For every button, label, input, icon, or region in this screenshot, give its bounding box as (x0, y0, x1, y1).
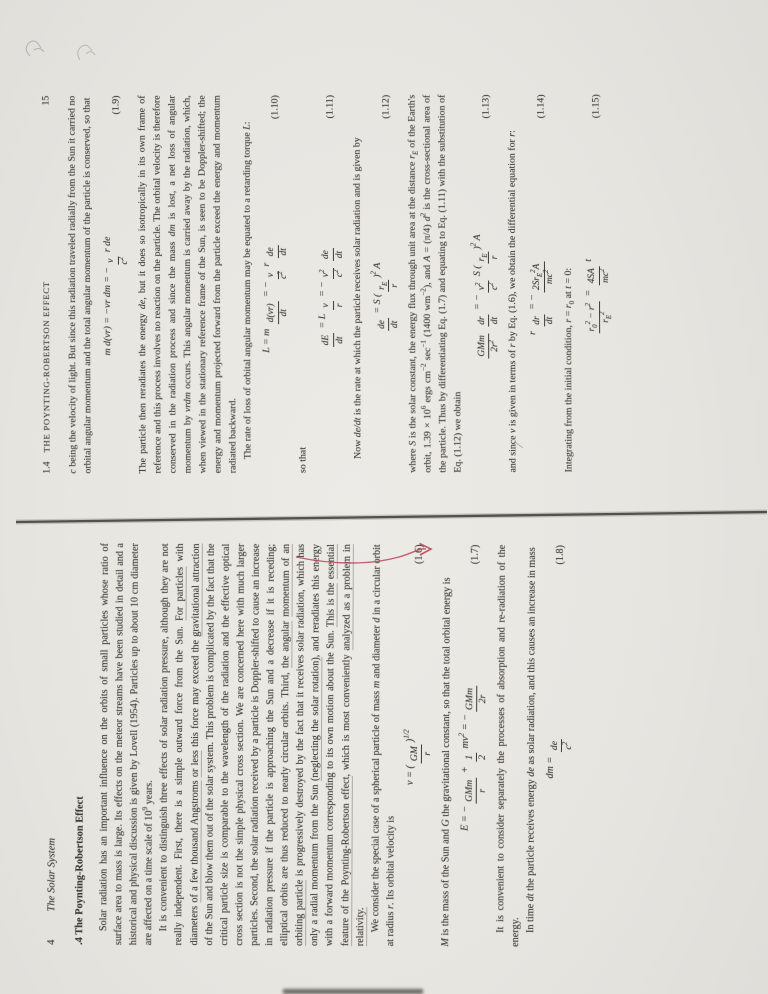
equation-body: v = ( GM r )$^{1/2}$ (401, 729, 434, 786)
right-page-number: 15 (40, 95, 52, 106)
pencil-scribble (78, 45, 95, 60)
equation-body: m d(vr) = −vr dm = − v $c^2$ r de (101, 236, 130, 356)
equation-number: (1.13) (480, 94, 492, 119)
paragraph: so that (297, 446, 309, 474)
gutter-line (16, 512, 767, 522)
paragraph: The particle then reradiates the energy de, but it does so isotropically in its own frame of reference and this process involves no reaction on the particle. The orbital velocity is therefore conserved in the radiation process and since the mass dm is lost, a net loss of angular momentum by vrdm occurs. This angular momentum is carried away by the radiation, which, when viewed in the stationary reference frame of the Sun, is seen to be Doppler-shifted; the energy and momentum projected forward from the particle exceed the energy and momentum radiated backward. (136, 95, 239, 474)
paragraph: In time dt the particle receives energy de as solar radiation, and this causes an increase in mass (525, 547, 539, 933)
paragraph: Integrating from the initial condition, $r = r_0$ at t = 0: (562, 267, 576, 473)
paragraph: We consider the special case of a spherical particle of mass m and diameter d in a circular orbit at radius r. Its orbital velocity is (369, 544, 397, 947)
equation-number: (1.12) (380, 94, 392, 119)
equation-body: E = − GMm r + 1 2 $mv^2$ = − GMm 2r (456, 687, 489, 831)
section-heading: .4 The Poynting-Robertson Effect (74, 796, 86, 946)
equation-number: (1.9) (110, 95, 122, 115)
left-page-number: 4 (46, 939, 58, 945)
equation-body: dm = de $c^2$ (545, 741, 574, 779)
pencil-slash (515, 442, 523, 448)
equation-number: (1.11) (324, 94, 336, 119)
red-pen-margin-line (296, 549, 426, 563)
paragraph: The rate of loss of orbital angular momentum may be equated to a retarding torque L: (241, 121, 253, 460)
paragraph: It is convenient to distinguish three effects of solar radiation pressure, although they are not really independent. First, there is a simple outward force from the Sun. For particles with diameters of a few thousand Angstroms or less this force may exceed the gravitational attraction of the Sun and blow them out of the solar system. This problem is complicated by the fact that the critical particle size is comparable to the wavelength of the radiation and the effective optical cross section is not the simple physical cross section. We are concerned here with much larger particles. Second, the solar radiation received by a particle is Doppler-shifted to cause an increase in radiation pressure if the particle is approaching the Sun and a decrease if it is receding; elliptical orbits are thus reduced to nearly circular orbits. Third, the angular momentum of an orbiting particle is progressively destroyed by the fact that it receives solar radiation, which has only a radial momentum from the Sun (neglecting the solar rotation), and reradiates this energy with a forward momentum corresponding to its own motion about the Sun. This is the essential feature of the Poynting-Robertson effect, which is most conveniently analyzed as a problem in relativity. (158, 543, 366, 947)
left-running-title: The Solar System (46, 837, 58, 912)
equation-body: de dt = S ( $r_E$ r )$^2$ A (369, 262, 401, 329)
equation-number: (1.6) (414, 544, 426, 565)
equation-body: dE dt = L v r = − $v^2$ $c^2$ de dt (316, 122, 345, 473)
paragraph: Solar radiation has an important influence on the orbits of small particles whose ratio of surface area to mass is large. Its effects on the meteor streams have been studied in detail and a historical and physical discussion is given by Lovell (1954). Particles up to about 10 cm diameter are affected on a time scale of $10^9$ years. (98, 543, 156, 946)
right-section-number: 1.4 (41, 461, 53, 474)
equation-number: (1.10) (269, 95, 281, 120)
paragraph: It is convenient to consider separately the processes of absorption and re-radiation of the energy. (495, 544, 522, 947)
paragraph: and since v is given in terms of r by Eq. (1.6), we obtain the differential equation for r: (506, 130, 519, 473)
equation-number: (1.7) (469, 544, 481, 565)
equation-body: GMm $2r^2$ dr dt = − $v^2$ $c^2$ S ( $r_E$ r )$^2$ A (469, 234, 501, 357)
paragraph: where S is the solar constant, the energy flux through unit area at the distance $r_E$ of the Earth's orbit, $1.39 \times 10^6$ ergs $cm^{-2}$ $\sec^{-1} (1400$ $wm^{-2}$), and A = (π/4) $d^2$ is the cross-sectional area of the particle. Thus by differentiating Eq. (1.7) and equating to Eq. (1.11) with the substitution of Eq. (1.12) we obtain (406, 94, 464, 473)
paragraph: M is the mass of the Sun and G the gravitational constant, so that the total orbital energy is (440, 577, 453, 947)
equation-body: L = m d(vr) dt = − v $c^2$ r de dt (261, 123, 290, 473)
pencil-scribble (26, 41, 44, 56)
equation-number: (1.15) (590, 94, 602, 119)
right-running-title: THE POYNTING-ROBERTSON EFFECT (40, 281, 52, 453)
equation-body: r dr dt = − $2Sr_E^2A$ $mc^2$ (527, 122, 556, 472)
equation-number: (1.14) (535, 94, 547, 119)
equation-number: (1.8) (554, 545, 566, 565)
equation-body: $r_0^2 - r^2$ $r_E^2$ = 4SA $mc^2$ t (582, 258, 613, 332)
paragraph: c being the velocity of light. But since this radiation traveled radially from the Sun it carried no orbital angular momentum and the total angular momentum of the particle is conserved, so that (66, 95, 94, 474)
paragraph: Now de/dt is the rate at which the particle receives solar radiation and is given by (351, 137, 364, 459)
